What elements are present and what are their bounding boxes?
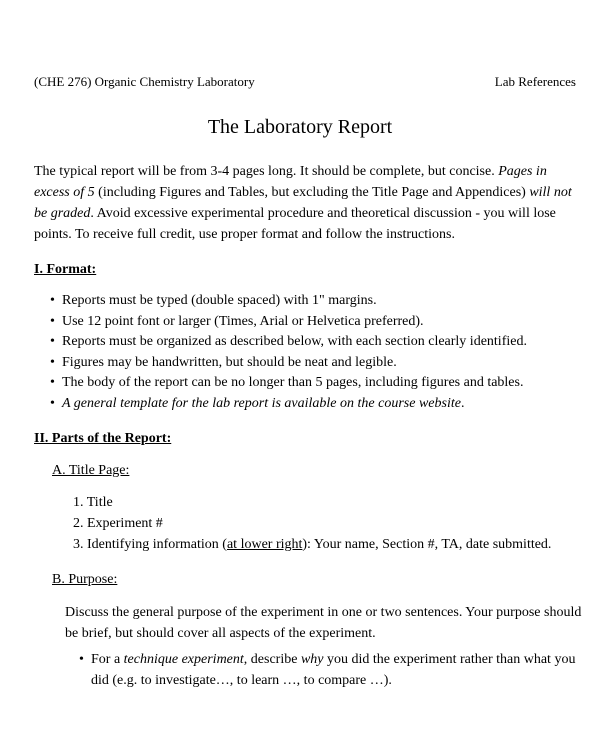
purpose-bullet: • For a technique experiment, describe why you did the experiment rather than what you did (e.g. to investigate…, to learn …, to compare …). [79,652,576,688]
list-item: • Reports must be organized as described below, with each section clearly identified. [50,334,527,349]
format-heading: I. Format: [34,262,97,277]
title-page-label: A. Title Page: [52,463,130,478]
list-item: 1. Title [73,495,113,510]
format-list [50,291,527,414]
list-item: 3. Identifying information (at lower right): Your name, Section #, TA, date submitted. [73,537,552,552]
list-item: • Figures may be handwritten, but should be neat and legible. [50,354,397,370]
purpose-paragraph: Discuss the general purpose of the experiment in one or two sentences. Your purpose should be brief, but should cover all aspects of the experiment. [65,605,582,641]
page-title: The Laboratory Report [207,116,393,138]
parts-heading: II. Parts of the Report: [34,431,172,446]
list-item: 2. Experiment # [73,516,163,531]
intro-paragraph: The typical report will be from 3-4 pages long. It should be complete, but concise. Pages in excess of 5 (including Figures and Tables, but excluding the Title Page and Appendices) will not be graded. Avoid excessive experimental procedure and theoretical discussion - you will lose points. To receive full credit, use proper format and follow the instructions. [34,164,572,242]
list-item: • Use 12 point font or larger (Times, Arial or Helvetica preferred). [50,313,424,329]
list-item: • A general template for the lab report is available on the course website. [50,395,465,411]
purpose-label: B. Purpose: [52,572,118,587]
list-item: • Reports must be typed (double spaced) with 1" margins. [50,293,377,308]
title-page-list [73,492,551,555]
course-header: (CHE 276) Organic Chemistry Laboratory [34,74,255,89]
section-header: Lab References [494,74,576,89]
list-item: • The body of the report can be no longer than 5 pages, including figures and tables. [50,375,524,390]
